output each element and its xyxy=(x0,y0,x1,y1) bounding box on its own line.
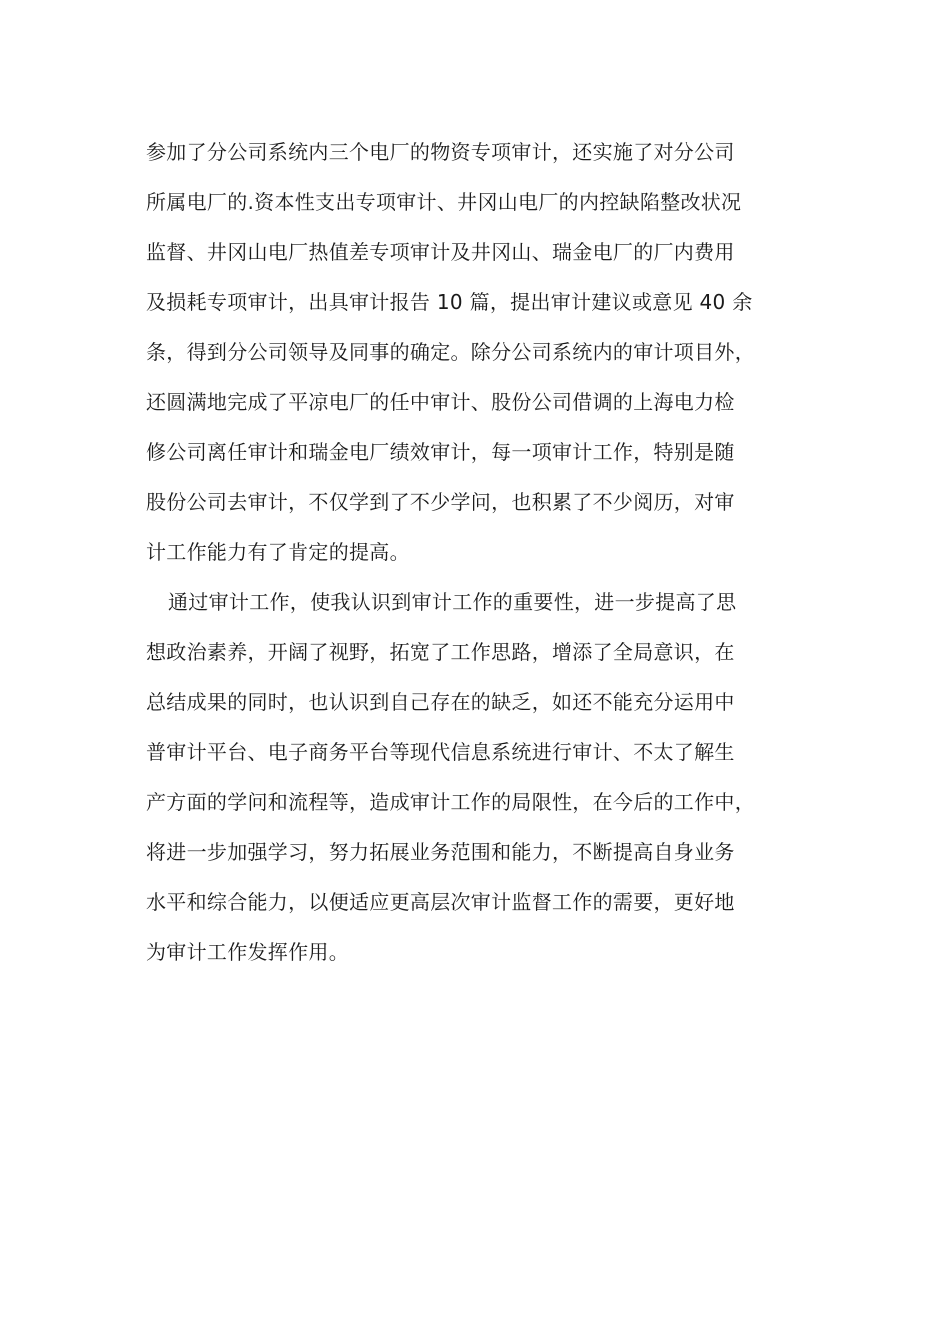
text-line: 及损耗专项审计，出具审计报告 10 篇，提出审计建议或意见 40 余 xyxy=(146,290,753,314)
text-line: 将进一步加强学习，努力拓展业务范围和能力，不断提高自身业务 xyxy=(146,840,735,864)
paragraph-1 xyxy=(146,132,836,582)
text-line: 总结成果的同时，也认识到自己存在的缺乏，如还不能充分运用中 xyxy=(146,690,735,714)
text-line: 监督、井冈山电厂热值差专项审计及井冈山、瑞金电厂的厂内费用 xyxy=(146,240,735,264)
text-line: 产方面的学问和流程等，造成审计工作的局限性，在今后的工作中， xyxy=(146,790,755,814)
text-line: 修公司离任审计和瑞金电厂绩效审计，每一项审计工作，特别是随 xyxy=(146,440,735,464)
text-line: 还圆满地完成了平凉电厂的任中审计、股份公司借调的上海电力检 xyxy=(146,390,735,414)
paragraph-2 xyxy=(146,582,836,982)
document-body xyxy=(146,132,836,982)
text-line: 参加了分公司系统内三个电厂的物资专项审计，还实施了对分公司 xyxy=(146,140,735,164)
text-line: 想政治素养，开阔了视野，拓宽了工作思路，增添了全局意识，在 xyxy=(146,640,735,664)
text-line: 计工作能力有了肯定的提高。 xyxy=(146,540,410,564)
text-line: 水平和综合能力，以便适应更高层次审计监督工作的需要，更好地 xyxy=(146,890,735,914)
text-line: 所属电厂的.资本性支出专项审计、井冈山电厂的内控缺陷整改状况 xyxy=(146,190,742,214)
text-line: 为审计工作发挥作用。 xyxy=(146,940,349,964)
text-line-first-indented: 通过审计工作，使我认识到审计工作的重要性，进一步提高了思 xyxy=(168,590,737,614)
text-line: 条，得到分公司领导及同事的确定。除分公司系统内的审计项目外， xyxy=(146,340,755,364)
text-line: 股份公司去审计，不仅学到了不少学问，也积累了不少阅历，对审 xyxy=(146,490,735,514)
text-line: 普审计平台、电子商务平台等现代信息系统进行审计、不太了解生 xyxy=(146,740,735,764)
